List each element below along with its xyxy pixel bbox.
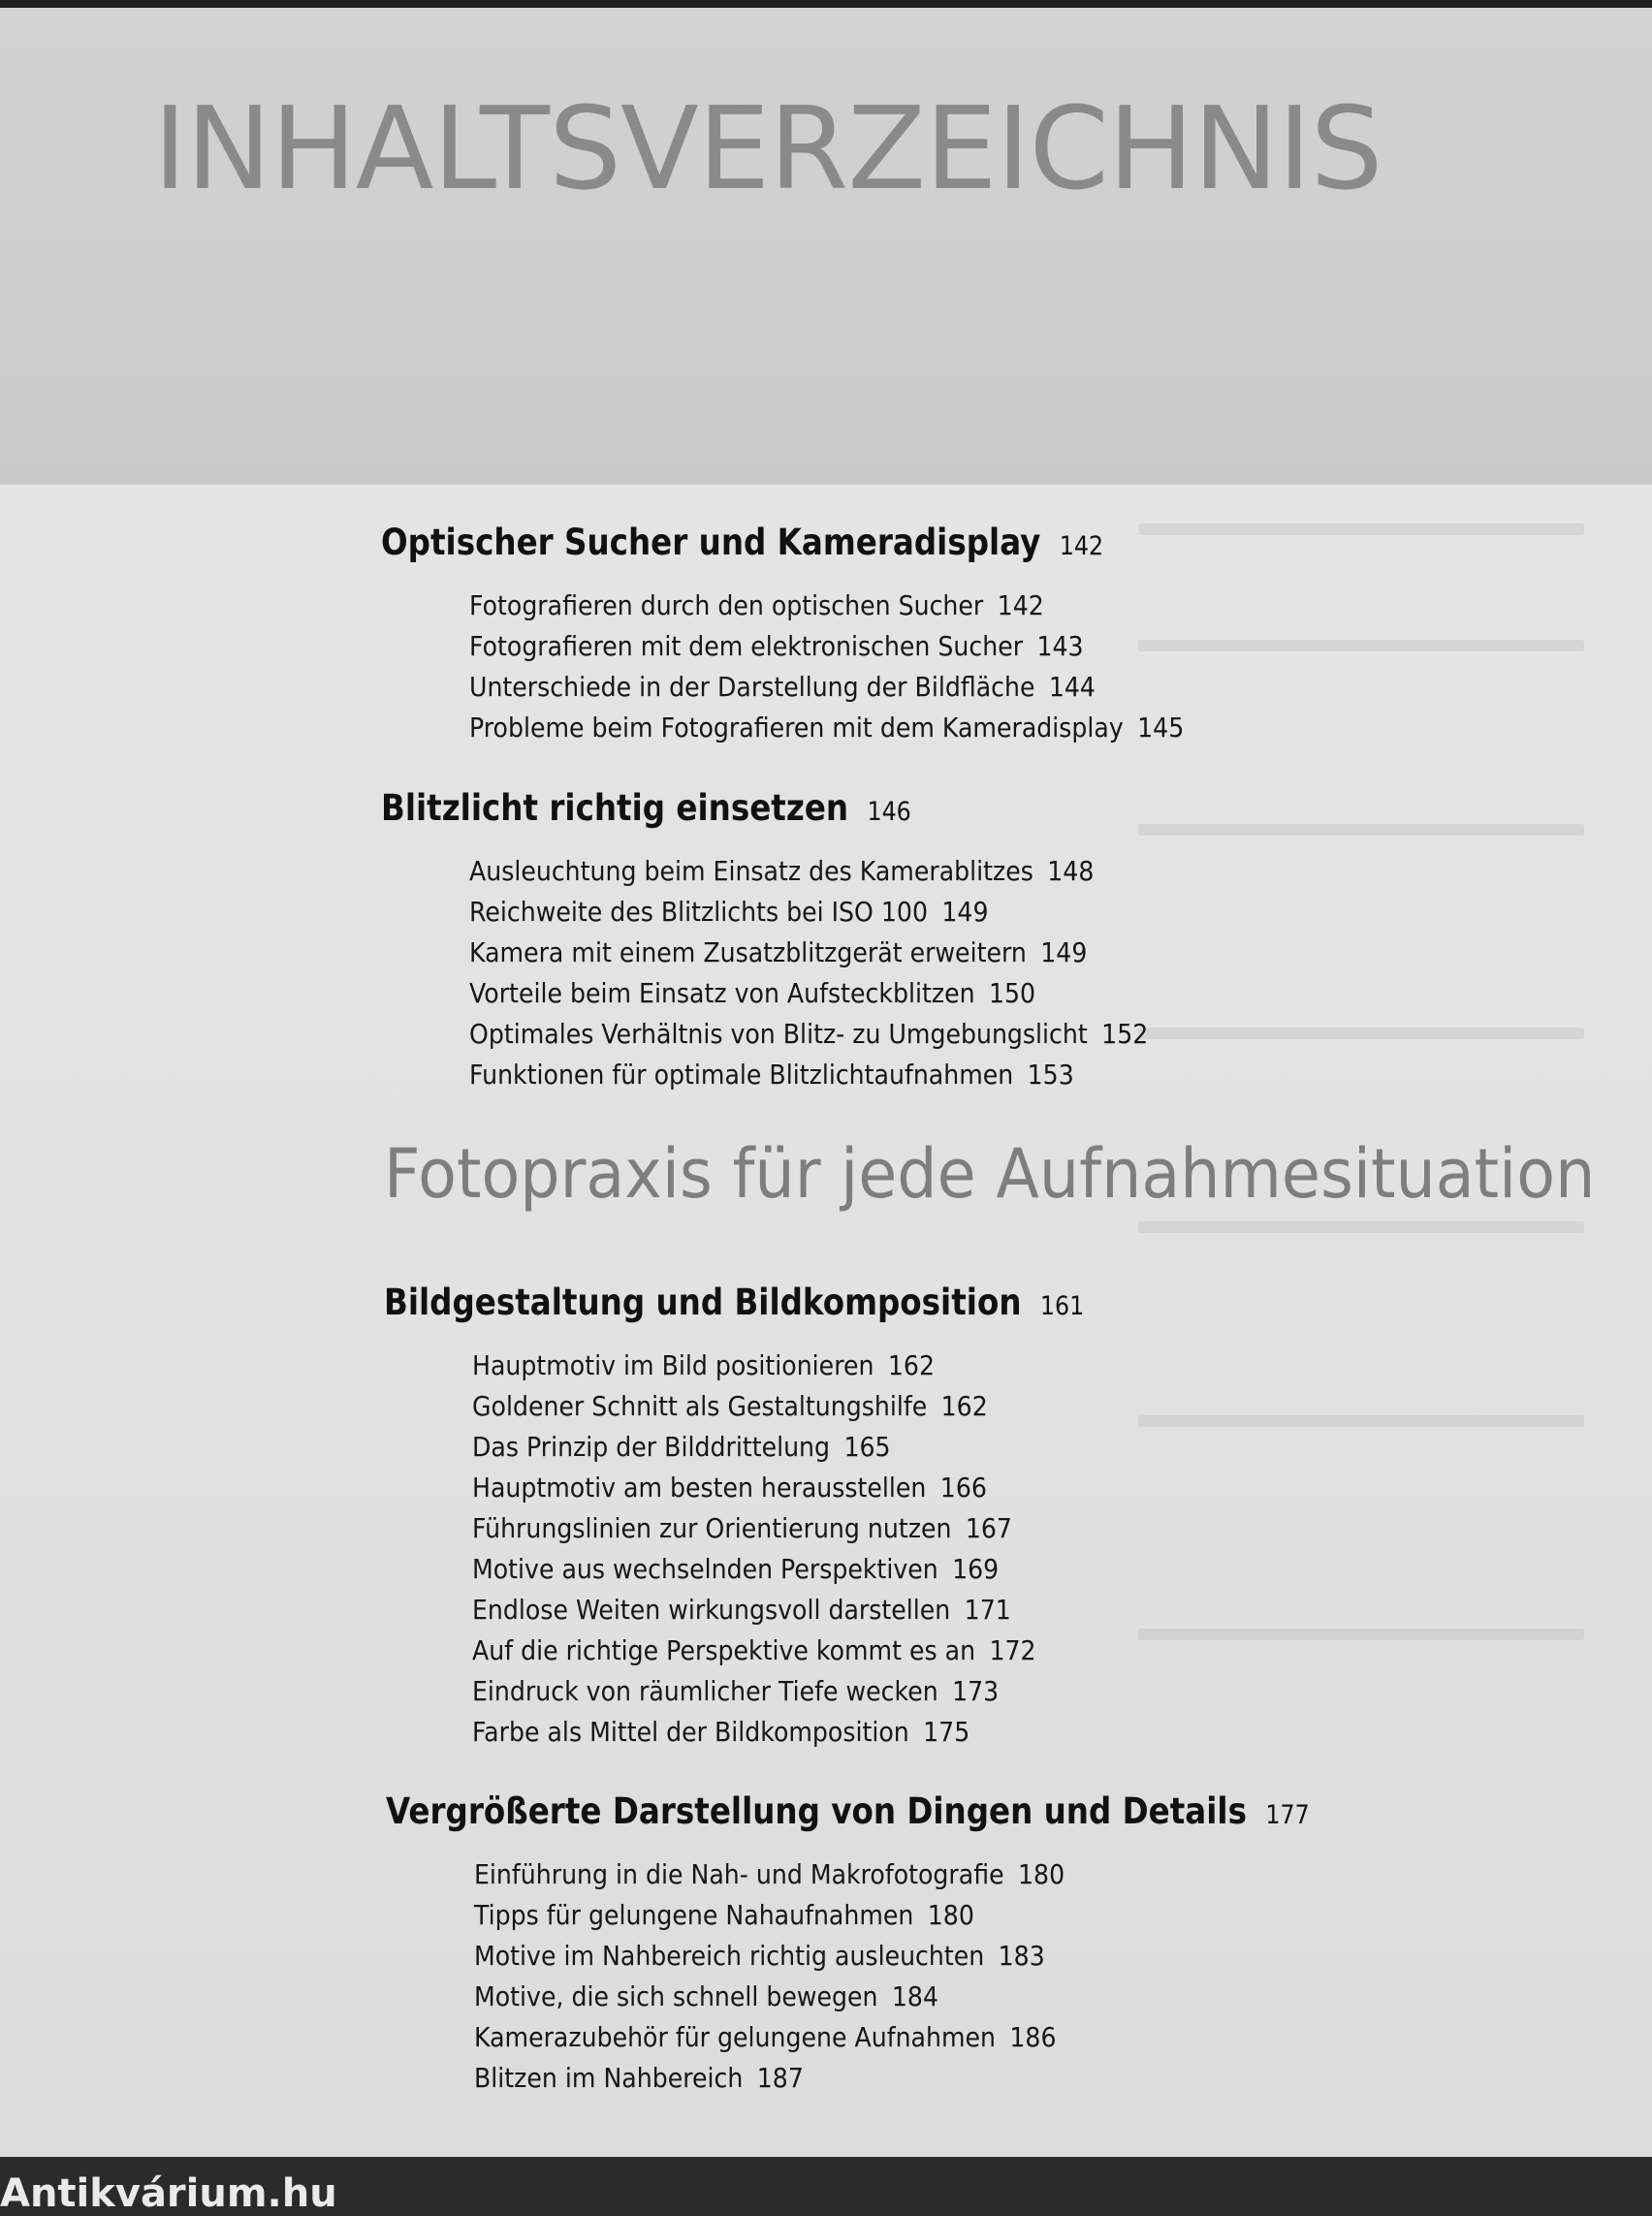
toc-section <box>386 1790 1436 2099</box>
entry-title: Goldener Schnitt als Gestaltungshilfe <box>472 1390 928 1422</box>
toc-entry[interactable] <box>469 892 1148 933</box>
entry-page-number: 165 <box>843 1431 891 1463</box>
chapter-page-number: 146 <box>867 797 911 827</box>
toc-entry[interactable] <box>469 667 1184 708</box>
chapter-title: Optischer Sucher und Kameradisplay <box>381 522 1041 563</box>
toc-entry[interactable] <box>472 1630 1109 1671</box>
toc-entry[interactable] <box>472 1386 1109 1427</box>
entry-title: Blitzen im Nahbereich <box>474 2062 744 2094</box>
entry-title: Probleme beim Fotografieren mit dem Kameradisplay <box>469 712 1124 744</box>
entry-page-number: 173 <box>952 1675 1000 1707</box>
entry-title: Fotografieren mit dem elektronischen Sucher <box>469 630 1024 662</box>
toc-entry[interactable] <box>472 1712 1109 1753</box>
toc-entry[interactable] <box>474 1977 1339 2017</box>
entry-title: Reichweite des Blitzlichts bei ISO 100 <box>469 896 928 928</box>
entry-page-number: 183 <box>998 1940 1045 1972</box>
toc-entry[interactable] <box>474 2058 1339 2099</box>
chapter-heading[interactable] <box>384 1282 1084 1328</box>
toc-entry[interactable] <box>474 1895 1339 1936</box>
entry-title: Auf die richtige Perspektive kommt es an <box>472 1634 976 1666</box>
toc-entry[interactable] <box>472 1345 1109 1386</box>
entry-title: Einführung in die Nah- und Makrofotografie <box>474 1858 1004 1890</box>
toc-entry[interactable] <box>469 708 1184 748</box>
entry-title: Kamera mit einem Zusatzblitzgerät erweitern <box>469 936 1027 968</box>
entry-title: Funktionen für optimale Blitzlichtaufnahmen <box>469 1059 1014 1091</box>
entry-page-number: 162 <box>887 1349 935 1381</box>
entry-title: Hauptmotiv im Bild positionieren <box>472 1349 874 1381</box>
entry-page-number: 152 <box>1101 1018 1149 1050</box>
toc-entry[interactable] <box>469 933 1148 973</box>
entry-title: Farbe als Mittel der Bildkomposition <box>472 1716 909 1748</box>
entry-page-number: 162 <box>940 1390 988 1422</box>
entry-page-number: 171 <box>964 1594 1011 1626</box>
toc-entry[interactable] <box>472 1549 1109 1590</box>
entry-title: Endlose Weiten wirkungsvoll darstellen <box>472 1594 951 1626</box>
page-title: INHALTSVERZEICHNIS <box>153 81 1382 215</box>
entry-page-number: 150 <box>988 977 1036 1009</box>
entry-title: Motive aus wechselnden Perspektiven <box>472 1553 938 1585</box>
toc-section <box>384 1282 1180 1753</box>
entry-page-number: 144 <box>1048 671 1096 703</box>
entry-page-number: 142 <box>997 589 1044 621</box>
entry-page-number: 186 <box>1009 2021 1057 2053</box>
entry-page-number: 169 <box>952 1553 1000 1585</box>
entry-page-number: 143 <box>1036 630 1084 662</box>
toc-entry[interactable] <box>469 1014 1148 1055</box>
entry-title: Eindruck von räumlicher Tiefe wecken <box>472 1675 938 1707</box>
chapter-heading[interactable] <box>381 522 1158 568</box>
entry-page-number: 149 <box>941 896 989 928</box>
toc-entry[interactable] <box>472 1427 1109 1468</box>
chapter-page-number: 161 <box>1039 1291 1085 1321</box>
chapter-page-number: 177 <box>1265 1800 1310 1830</box>
toc-entry[interactable] <box>469 626 1184 667</box>
entry-list <box>384 1345 1180 1753</box>
entry-title: Optimales Verhältnis von Blitz- zu Umgebungslicht <box>469 1018 1088 1050</box>
chapter-page-number: 142 <box>1059 531 1104 561</box>
entry-page-number: 153 <box>1027 1059 1074 1091</box>
entry-page-number: 172 <box>989 1634 1036 1666</box>
entry-page-number: 187 <box>756 2062 804 2094</box>
part-title: Fotopraxis für jede Aufnahmesituation <box>384 1134 1596 1214</box>
entry-page-number: 184 <box>891 1980 938 2012</box>
entry-title: Das Prinzip der Bilddrittelung <box>472 1431 831 1463</box>
entry-list <box>381 851 1223 1095</box>
toc-entry[interactable] <box>469 973 1148 1014</box>
chapter-heading[interactable] <box>381 787 1123 834</box>
entry-page-number: 175 <box>923 1716 970 1748</box>
toc-entry[interactable] <box>472 1671 1109 1712</box>
chapter-title: Bildgestaltung und Bildkomposition <box>384 1282 1022 1323</box>
chapter-title: Vergrößerte Darstellung von Dingen und Details <box>386 1790 1247 1832</box>
entry-title: Vorteile beim Einsatz von Aufsteckblitzen <box>469 977 975 1009</box>
entry-page-number: 148 <box>1047 855 1095 887</box>
toc-section <box>381 787 1223 1095</box>
entry-title: Unterschiede in der Darstellung der Bildfläche <box>469 671 1035 703</box>
entry-title: Motive im Nahbereich richtig ausleuchten <box>474 1940 985 1972</box>
entry-title: Führungslinien zur Orientierung nutzen <box>472 1512 952 1544</box>
chapter-heading[interactable] <box>386 1790 1310 1837</box>
entry-page-number: 167 <box>965 1512 1012 1544</box>
entry-title: Hauptmotiv am besten herausstellen <box>472 1472 927 1504</box>
entry-title: Kamerazubehör für gelungene Aufnahmen <box>474 2021 996 2053</box>
entry-list <box>381 586 1263 748</box>
entry-page-number: 180 <box>1018 1858 1065 1890</box>
watermark: Antikvárium.hu <box>0 2171 337 2216</box>
entry-page-number: 166 <box>939 1472 987 1504</box>
toc-entry[interactable] <box>472 1508 1109 1549</box>
entry-page-number: 180 <box>927 1899 974 1931</box>
toc-entry[interactable] <box>474 1936 1339 1977</box>
entry-title: Ausleuchtung beim Einsatz des Kamerablitzes <box>469 855 1033 887</box>
chapter-title: Blitzlicht richtig einsetzen <box>381 787 849 829</box>
entry-title: Fotografieren durch den optischen Sucher <box>469 589 984 621</box>
toc-entry[interactable] <box>469 586 1184 626</box>
toc-entry[interactable] <box>472 1468 1109 1508</box>
entry-page-number: 145 <box>1137 712 1185 744</box>
entry-title: Tipps für gelungene Nahaufnahmen <box>474 1899 914 1931</box>
entry-page-number: 149 <box>1040 936 1088 968</box>
entry-title: Motive, die sich schnell bewegen <box>474 1980 878 2012</box>
toc-entry[interactable] <box>469 851 1148 892</box>
toc-entry[interactable] <box>474 2017 1339 2058</box>
toc-section <box>381 522 1263 748</box>
toc-entry[interactable] <box>472 1590 1109 1630</box>
toc-entry[interactable] <box>474 1854 1339 1895</box>
entry-list <box>386 1854 1436 2099</box>
toc-entry[interactable] <box>469 1055 1148 1095</box>
